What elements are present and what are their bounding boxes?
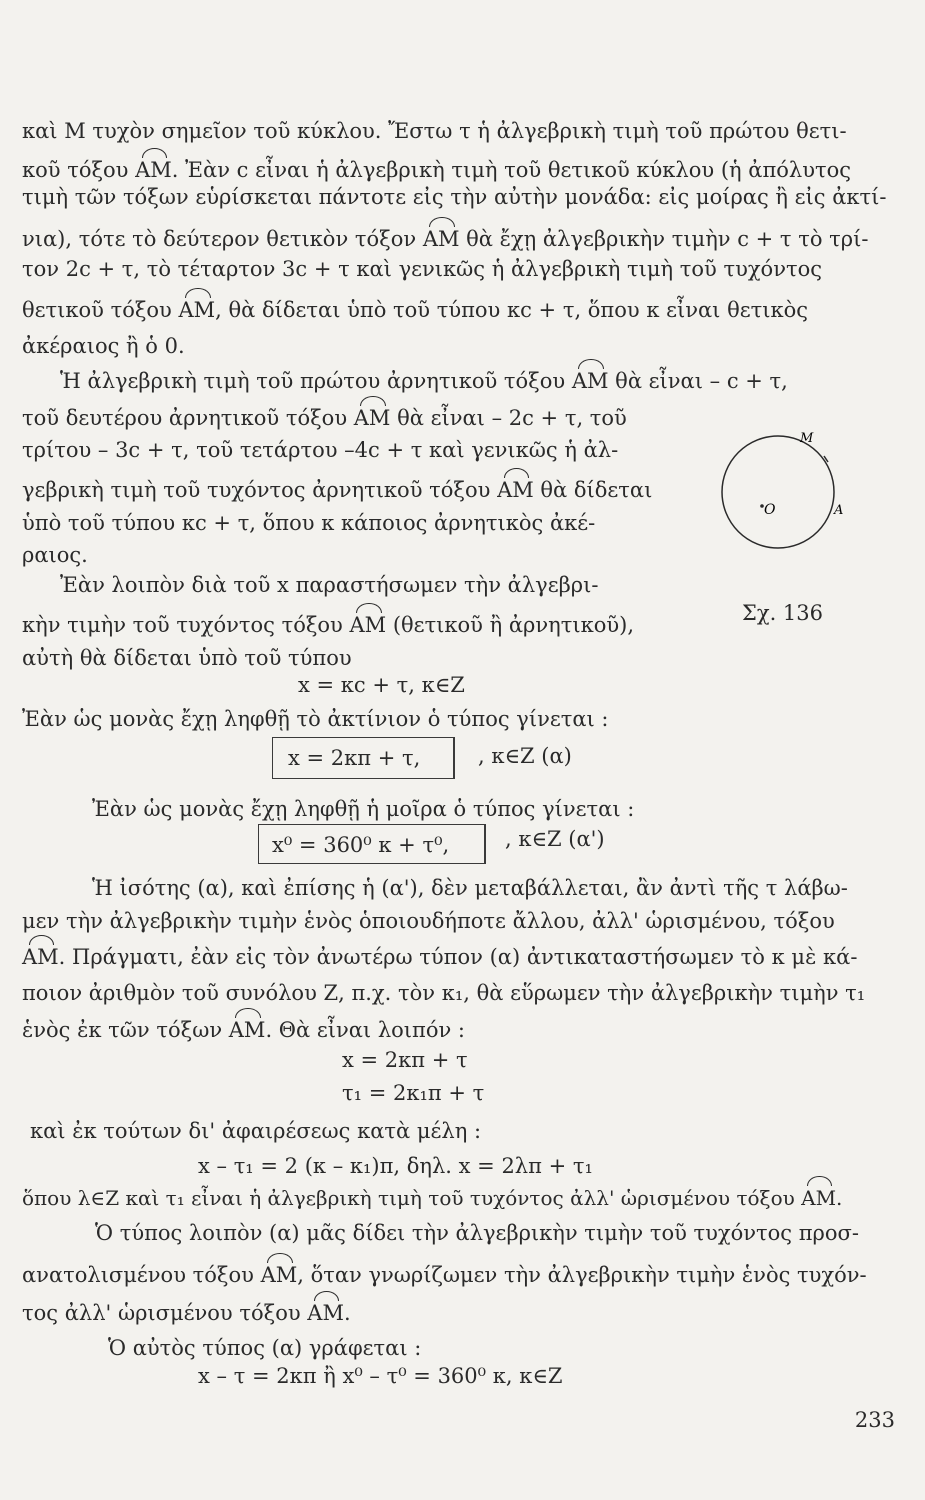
arc-AM: ΑΜ	[497, 478, 534, 502]
text-line: Ἡ ἰσότης (α), καὶ ἐπίσης ἡ (α'), δὲν μεταβάλλεται, ἂν ἀντὶ τῆς τ λάβω-	[92, 876, 848, 900]
label-M: M	[800, 431, 814, 446]
arc-AM: ΑΜ	[307, 1301, 344, 1325]
formula: x = 2κπ + τ	[342, 1048, 468, 1072]
text-line: Ἐὰν λοιπὸν διὰ τοῦ x παραστήσωμεν τὴν ἀλγεβρι-	[60, 573, 599, 597]
arc-AM: ΑΜ	[22, 945, 59, 969]
formula-alpha-prime-tail: , κ∈Ζ (α')	[505, 827, 605, 851]
text-line: ανατολισμένου τόξου ΑΜ, ὅταν γνωρίζωμεν τὴν ἀλγεβρικὴν τιμὴν ἑνὸς τυχόν-	[22, 1263, 867, 1287]
text-line: ποιον ἀριθμὸν τοῦ συνόλου Ζ, π.χ. τὸν κ₁, θὰ εὕρωμεν τὴν ἀλγεβρικὴν τιμὴν τ₁	[22, 981, 866, 1005]
text-line: Ἐὰν ὡς μονὰς ἔχῃ ληφθῇ τὸ ἀκτίνιον ὁ τύπος γίνεται :	[22, 707, 609, 731]
arc-AM: ΑΜ	[422, 227, 460, 251]
label-A: A	[834, 503, 844, 518]
unit-circle	[722, 436, 834, 548]
text-line: καὶ ἐκ τούτων δι' ἀφαιρέσεως κατὰ μέλη :	[30, 1119, 482, 1143]
arc-AM: ΑΜ	[178, 298, 216, 322]
text-line: Ἡ ἀλγεβρικὴ τιμὴ τοῦ πρώτου ἀρνητικοῦ τόξου ΑΜ θὰ εἶναι – c + τ,	[60, 369, 788, 393]
label-O: O	[764, 502, 776, 518]
arc-AM: ΑΜ	[801, 1186, 837, 1210]
text-line: τοῦ δευτέρου ἀρνητικοῦ τόξου ΑΜ θὰ εἶναι – 2c + τ, τοῦ	[22, 406, 627, 430]
text-line: μεν τὴν ἀλγεβρικὴν τιμὴν ἑνὸς ὁποιουδήποτε ἄλλου, ἀλλ' ὡρισμένου, τόξου	[22, 909, 835, 933]
text-line: Ὁ τύπος λοιπὸν (α) μᾶς δίδει τὴν ἀλγεβρικὴν τιμὴν τοῦ τυχόντος προσ-	[95, 1221, 859, 1245]
formula: x – τ = 2κπ ἢ x⁰ – τ⁰ = 360⁰ κ, κ∈Ζ	[198, 1364, 563, 1388]
arc-AM: ΑΜ	[260, 1263, 298, 1287]
page-number: 233	[854, 1408, 895, 1432]
text-line: νια), τότε τὸ δεύτερον θετικὸν τόξον ΑΜ θὰ ἔχῃ ἀλγεβρικὴν τιμὴν c + τ τὸ τρί-	[22, 227, 869, 251]
text-line: τον 2c + τ, τὸ τέταρτον 3c + τ καὶ γενικῶς ἡ ἀλγεβρικὴ τιμὴ τοῦ τυχόντος	[22, 257, 822, 281]
text-line: κὴν τιμὴν τοῦ τυχόντος τόξου ΑΜ (θετικοῦ ἢ ἀρνητικοῦ),	[22, 613, 635, 637]
arc-AM: ΑΜ	[353, 406, 391, 430]
text-line: τρίτου – 3c + τ, τοῦ τετάρτου –4c + τ καὶ γενικῶς ἡ ἀλ-	[22, 438, 619, 462]
text-line: ὅπου λ∈Ζ καὶ τ₁ εἶναι ἡ ἀλγεβρικὴ τιμὴ τοῦ τυχόντος ἀλλ' ὡρισμένου τόξου ΑΜ.	[22, 1186, 843, 1210]
text-line: κοῦ τόξου ΑΜ. Ἐὰν c εἶναι ἡ ἀλγεβρικὴ τιμὴ τοῦ θετικοῦ κύκλου (ἡ ἀπόλυτος	[22, 158, 851, 182]
text-line: τιμὴ τῶν τόξων εὑρίσκεται πάντοτε εἰς τὴν αὐτὴν μονάδα: εἰς μοίρας ἢ εἰς ἀκτί-	[22, 185, 887, 209]
text-line: ραιος.	[22, 543, 88, 567]
formula-alpha-prime: x⁰ = 360⁰ κ + τ⁰,	[272, 833, 450, 857]
arc-AM: ΑΜ	[228, 1018, 266, 1042]
text-line: θετικοῦ τόξου ΑΜ, θὰ δίδεται ὑπὸ τοῦ τύπου κc + τ, ὅπου κ εἶναι θετικὸς	[22, 298, 808, 322]
text-line: αὐτὴ θὰ δίδεται ὑπὸ τοῦ τύπου	[22, 646, 352, 670]
arc-AM: ΑΜ	[349, 613, 387, 637]
figure-circle-136	[720, 422, 850, 582]
text-line: γεβρικὴ τιμὴ τοῦ τυχόντος ἀρνητικοῦ τόξου ΑΜ θὰ δίδεται	[22, 478, 653, 502]
formula-alpha: x = 2κπ + τ,	[288, 746, 421, 770]
formula: x – τ₁ = 2 (κ – κ₁)π, δηλ. x = 2λπ + τ₁	[198, 1154, 593, 1178]
text-line: τος ἀλλ' ὡρισμένου τόξου ΑΜ.	[22, 1301, 351, 1325]
formula: τ₁ = 2κ₁π + τ	[342, 1081, 485, 1105]
text-line: ἀκέραιος ἢ ὁ 0.	[22, 334, 185, 358]
text-line: Ὁ αὐτὸς τύπος (α) γράφεται :	[108, 1336, 422, 1360]
formula-alpha-tail: , κ∈Ζ (α)	[478, 744, 572, 768]
text-line: ἑνὸς ἐκ τῶν τόξων ΑΜ. Θὰ εἶναι λοιπόν :	[22, 1018, 465, 1042]
formula: x = κc + τ, κ∈Ζ	[298, 673, 465, 697]
text-line: ὑπὸ τοῦ τύπου κc + τ, ὅπου κ κάποιος ἀρνητικὸς ἀκέ-	[22, 511, 596, 535]
text-line: καὶ Μ τυχὸν σημεῖον τοῦ κύκλου. Ἔστω τ ἡ ἀλγεβρικὴ τιμὴ τοῦ πρώτου θετι-	[22, 119, 847, 143]
text-line: Ἐὰν ὡς μονὰς ἔχῃ ληφθῇ ἡ μοῖρα ὁ τύπος γίνεται :	[92, 797, 635, 821]
arc-AM: ΑΜ	[135, 158, 172, 182]
text-line: ΑΜ. Πράγματι, ἐὰν εἰς τὸν ἀνωτέρω τύπον (α) ἀντικαταστήσωμεν τὸ κ μὲ κά-	[22, 945, 858, 969]
figure-caption: Σχ. 136	[742, 601, 824, 625]
arc-AM: ΑΜ	[571, 369, 609, 393]
